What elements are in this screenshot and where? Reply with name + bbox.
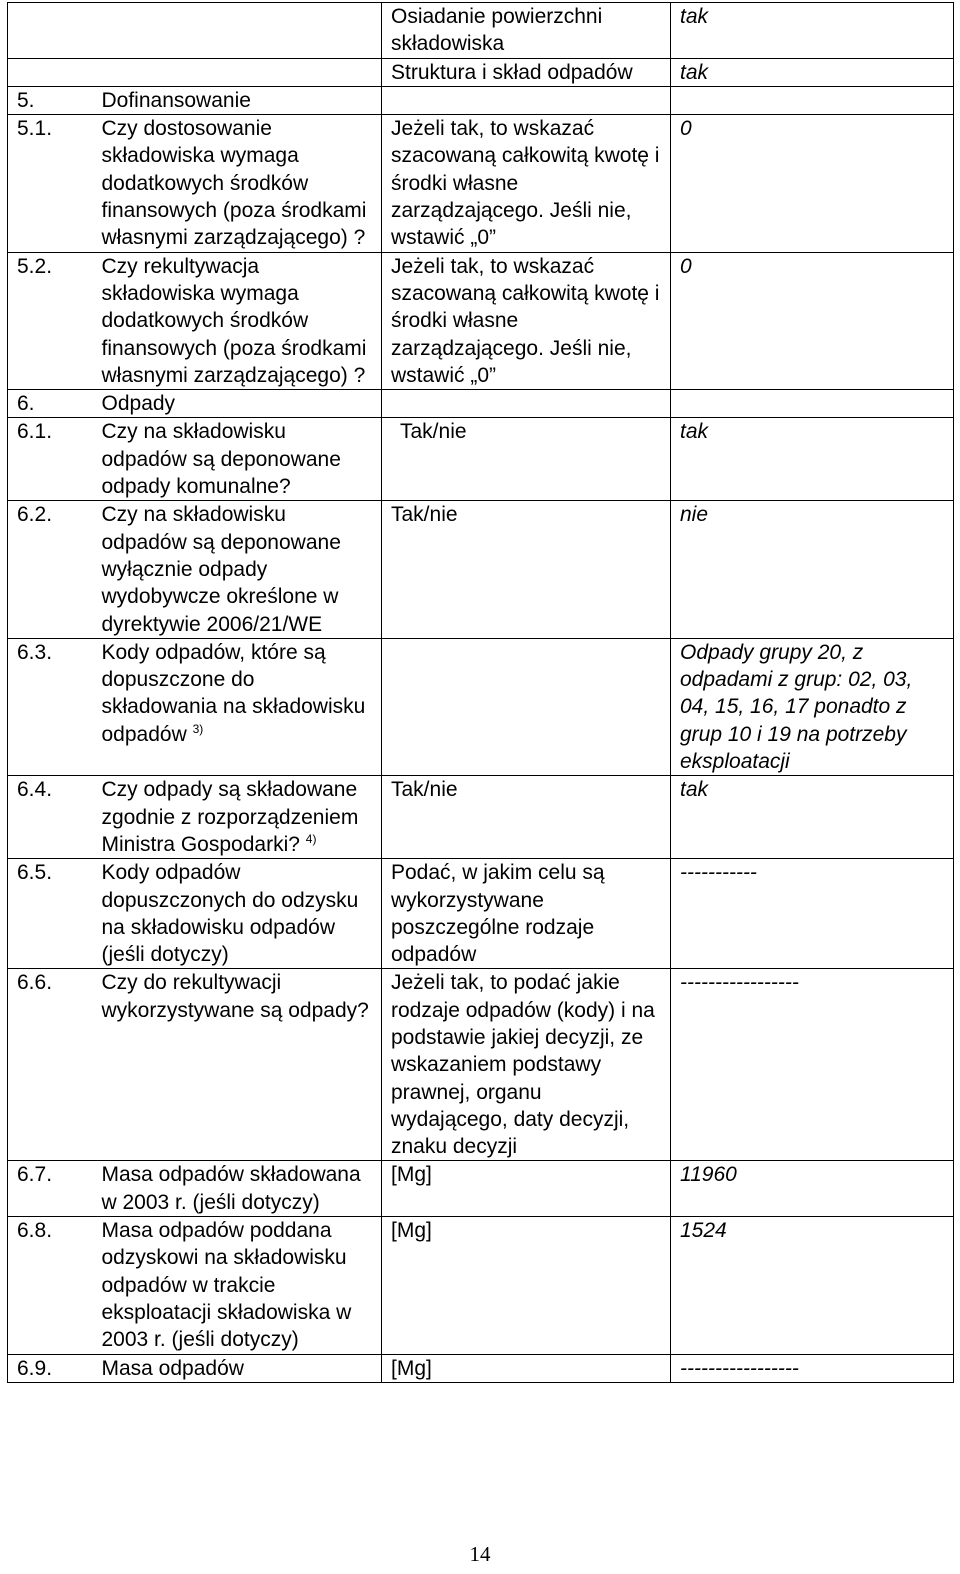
row-question	[93, 58, 382, 86]
row-answer: Odpady grupy 20, z odpadami z grup: 02, 03, 04, 15, 16, 17 ponadto z grup 10 i 19 na potrzeby eksploatacji	[671, 638, 954, 775]
row-answer	[671, 390, 954, 418]
row-hint: Tak/nie	[382, 418, 671, 501]
row-number: 6.2.	[8, 501, 93, 638]
row-number: 6.5.	[8, 859, 93, 969]
row-number	[8, 58, 93, 86]
row-hint: Osiadanie powierzchni składowiska	[382, 3, 671, 59]
row-question	[93, 638, 382, 775]
row-hint: Struktura i skład odpadów	[382, 58, 671, 86]
table-row	[8, 86, 954, 114]
row-question: Czy dostosowanie składowiska wymaga dodatkowych środków finansowych (poza środkami własnymi zarządzającego) ?	[93, 115, 382, 252]
row-number: 5.1.	[8, 115, 93, 252]
table-row	[8, 115, 954, 252]
row-number: 6.4.	[8, 776, 93, 859]
row-hint: [Mg]	[382, 1217, 671, 1354]
row-answer: -----------------	[671, 1354, 954, 1382]
row-hint	[382, 638, 671, 775]
row-answer: tak	[671, 58, 954, 86]
row-answer: -----------	[671, 859, 954, 969]
footnote-ref: 4)	[305, 831, 317, 846]
table-row	[8, 252, 954, 389]
row-answer: 0	[671, 115, 954, 252]
row-hint: Tak/nie	[382, 776, 671, 859]
row-question: Czy na składowisku odpadów są deponowane wyłącznie odpady wydobywcze określone w dyrektywie 2006/21/WE	[93, 501, 382, 638]
footnote-ref: 3)	[192, 721, 204, 736]
row-number	[8, 3, 93, 59]
page-number: 14	[469, 1542, 491, 1566]
table-row	[8, 58, 954, 86]
row-question	[93, 3, 382, 59]
row-question: Dofinansowanie	[93, 86, 382, 114]
table-row	[8, 776, 954, 859]
row-hint: [Mg]	[382, 1354, 671, 1382]
table-row	[8, 390, 954, 418]
row-hint: Tak/nie	[382, 501, 671, 638]
row-hint	[382, 390, 671, 418]
row-question: Czy rekultywacja składowiska wymaga dodatkowych środków finansowych (poza środkami własnymi zarządzającego) ?	[93, 252, 382, 389]
row-question: Odpady	[93, 390, 382, 418]
row-number: 6.9.	[8, 1354, 93, 1382]
table-row	[8, 1161, 954, 1217]
row-answer: -----------------	[671, 969, 954, 1161]
table-row	[8, 1354, 954, 1382]
table-row	[8, 1217, 954, 1354]
row-number: 5.2.	[8, 252, 93, 389]
row-question: Masa odpadów poddana odzyskowi na składowisku odpadów w trakcie eksploatacji składowiska w 2003 r. (jeśli dotyczy)	[93, 1217, 382, 1354]
row-answer	[671, 86, 954, 114]
row-number: 6.1.	[8, 418, 93, 501]
row-hint: [Mg]	[382, 1161, 671, 1217]
table-row	[8, 638, 954, 775]
row-number: 6.7.	[8, 1161, 93, 1217]
row-number: 6.6.	[8, 969, 93, 1161]
row-answer: tak	[671, 418, 954, 501]
table-row	[8, 859, 954, 969]
row-answer: nie	[671, 501, 954, 638]
row-question: Czy na składowisku odpadów są deponowane odpady komunalne?	[93, 418, 382, 501]
row-question: Kody odpadów dopuszczonych do odzysku na składowisku odpadów (jeśli dotyczy)	[93, 859, 382, 969]
row-question-text: Kody odpadów, które są dopuszczone do składowania na składowisku odpadów	[101, 640, 366, 746]
row-question: Czy do rekultywacji wykorzystywane są odpady?	[93, 969, 382, 1161]
table-row	[8, 501, 954, 638]
form-table	[7, 2, 954, 1383]
row-question: Masa odpadów składowana w 2003 r. (jeśli dotyczy)	[93, 1161, 382, 1217]
row-hint: Jeżeli tak, to wskazać szacowaną całkowitą kwotę i środki własne zarządzającego. Jeśli nie, wstawić „0”	[382, 252, 671, 389]
row-question	[93, 776, 382, 859]
row-answer: 1524	[671, 1217, 954, 1354]
row-answer: 0	[671, 252, 954, 389]
table-row	[8, 969, 954, 1161]
row-answer: tak	[671, 776, 954, 859]
row-hint: Jeżeli tak, to wskazać szacowaną całkowitą kwotę i środki własne zarządzającego. Jeśli nie, wstawić „0”	[382, 115, 671, 252]
row-answer: 11960	[671, 1161, 954, 1217]
table-row	[8, 418, 954, 501]
row-hint: Podać, w jakim celu są wykorzystywane poszczególne rodzaje odpadów	[382, 859, 671, 969]
row-hint: Jeżeli tak, to podać jakie rodzaje odpadów (kody) i na podstawie jakiej decyzji, ze wskazaniem podstawy prawnej, organu wydającego, daty decyzji, znaku decyzji	[382, 969, 671, 1161]
row-number: 6.	[8, 390, 93, 418]
row-number: 6.3.	[8, 638, 93, 775]
row-answer: tak	[671, 3, 954, 59]
row-hint	[382, 86, 671, 114]
row-number: 6.8.	[8, 1217, 93, 1354]
table-row	[8, 3, 954, 59]
row-question-text: Czy odpady są składowane zgodnie z rozporządzeniem Ministra Gospodarki?	[101, 778, 359, 856]
row-number: 5.	[8, 86, 93, 114]
row-question: Masa odpadów	[93, 1354, 382, 1382]
